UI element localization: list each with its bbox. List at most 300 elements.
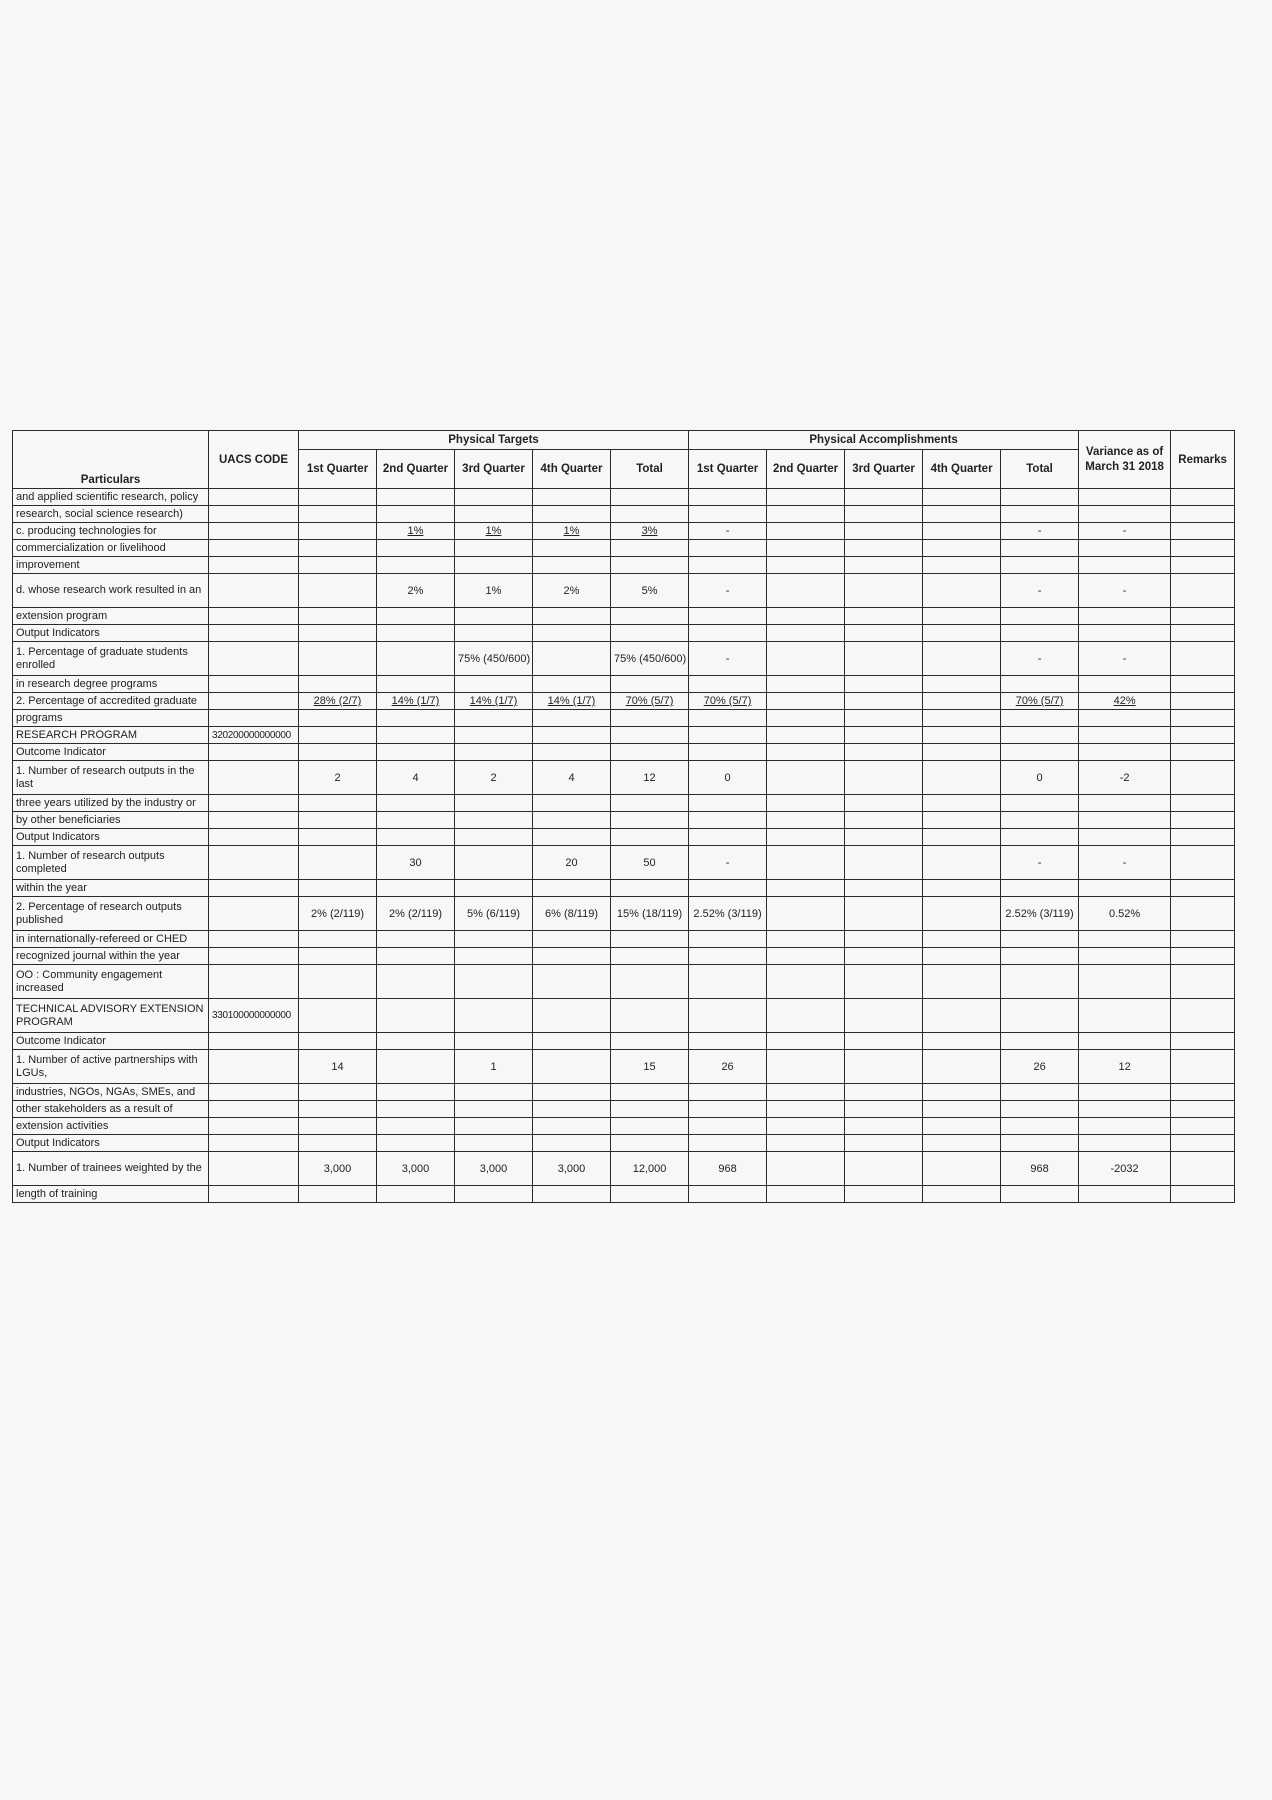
target-q3-cell [455,540,533,557]
accomp-q1-cell [689,948,767,965]
target-q3-cell [455,1033,533,1050]
particulars-cell: Outcome Indicator [13,1033,209,1050]
accomp-q3-cell [845,846,923,880]
target-q2-cell [377,1135,455,1152]
accomp-q2-cell [767,574,845,608]
accomp-q1-cell [689,931,767,948]
target-q4-cell [533,1186,611,1203]
remarks-cell [1171,965,1235,999]
accomp-q3-cell [845,761,923,795]
target-q3-cell: 1% [455,523,533,540]
accomp-q2-cell [767,897,845,931]
particulars-cell: by other beneficiaries [13,812,209,829]
particulars-cell: Outcome Indicator [13,744,209,761]
uacs-code-cell [209,1101,299,1118]
target-q1-header: 1st Quarter [299,450,377,489]
accomp-total-cell: - [1001,523,1079,540]
target-total-cell [611,676,689,693]
target-total-cell [611,795,689,812]
target-total-cell: 70% (5/7) [611,693,689,710]
accomp-q4-cell [923,1050,1001,1084]
variance-cell [1079,1135,1171,1152]
target-q2-cell [377,999,455,1033]
remarks-cell [1171,727,1235,744]
remarks-cell [1171,489,1235,506]
accomp-total-cell [1001,676,1079,693]
target-q2-cell [377,1186,455,1203]
accomp-q4-cell [923,1152,1001,1186]
variance-cell: 42% [1079,693,1171,710]
remarks-cell [1171,625,1235,642]
variance-cell [1079,710,1171,727]
remarks-cell [1171,812,1235,829]
target-q1-cell [299,829,377,846]
accomp-q2-cell [767,795,845,812]
target-q3-cell: 14% (1/7) [455,693,533,710]
physical-accomplishments-header: Physical Accomplishments [689,431,1079,450]
target-q1-cell [299,642,377,676]
accomp-q2-cell [767,710,845,727]
accomp-q1-cell [689,625,767,642]
accomp-q2-header: 2nd Quarter [767,450,845,489]
target-q1-cell: 3,000 [299,1152,377,1186]
table-row [13,574,1235,608]
target-q1-cell [299,1101,377,1118]
accomp-q2-cell [767,931,845,948]
accomp-total-cell: - [1001,574,1079,608]
table-row [13,489,1235,506]
accomp-q1-cell: - [689,846,767,880]
target-q3-cell [455,608,533,625]
target-q3-cell [455,829,533,846]
particulars-cell: extension program [13,608,209,625]
accomp-q1-cell [689,795,767,812]
target-total-cell [611,557,689,574]
accomp-q1-cell: 968 [689,1152,767,1186]
accomp-q2-cell [767,744,845,761]
accomp-q1-cell [689,608,767,625]
accomp-total-cell: - [1001,846,1079,880]
remarks-cell [1171,931,1235,948]
target-q3-cell: 1% [455,574,533,608]
variance-cell [1079,1118,1171,1135]
table-row [13,1050,1235,1084]
accomp-q3-cell [845,1118,923,1135]
target-total-cell [611,1084,689,1101]
target-q4-cell [533,999,611,1033]
variance-cell: 12 [1079,1050,1171,1084]
remarks-cell [1171,710,1235,727]
target-q4-cell [533,795,611,812]
target-q1-cell [299,625,377,642]
table-row [13,523,1235,540]
variance-cell: -2 [1079,761,1171,795]
target-total-cell: 15 [611,1050,689,1084]
target-q4-cell: 20 [533,846,611,880]
target-q4-cell [533,1084,611,1101]
accomp-q3-cell [845,506,923,523]
uacs-code-cell [209,1084,299,1101]
accomp-total-cell: 968 [1001,1152,1079,1186]
accomp-q4-cell [923,965,1001,999]
target-q2-cell: 2% (2/119) [377,897,455,931]
target-total-cell: 75% (450/600) [611,642,689,676]
table-header [13,431,1235,489]
accomp-q1-cell: 70% (5/7) [689,693,767,710]
target-total-cell: 12 [611,761,689,795]
target-q2-cell [377,1101,455,1118]
accomp-q1-cell [689,710,767,727]
particulars-header: Particulars [13,431,209,489]
target-q3-cell [455,489,533,506]
report-sheet [12,430,1227,1203]
accomp-q4-cell [923,1118,1001,1135]
remarks-cell [1171,1084,1235,1101]
accomp-q2-cell [767,812,845,829]
remarks-cell [1171,1152,1235,1186]
target-total-cell [611,710,689,727]
remarks-cell [1171,744,1235,761]
target-q3-cell: 5% (6/119) [455,897,533,931]
accomp-total-cell: 26 [1001,1050,1079,1084]
accomp-total-cell [1001,744,1079,761]
target-q1-cell: 2 [299,761,377,795]
accomp-total-cell [1001,608,1079,625]
target-q3-cell [455,795,533,812]
variance-cell [1079,557,1171,574]
variance-cell [1079,1084,1171,1101]
uacs-code-cell [209,897,299,931]
uacs-code-cell [209,1152,299,1186]
uacs-code-cell [209,523,299,540]
target-q1-cell [299,999,377,1033]
accomp-q3-cell [845,1186,923,1203]
target-q4-cell [533,948,611,965]
accomp-q2-cell [767,829,845,846]
accomp-total-cell [1001,1118,1079,1135]
target-q2-cell: 3,000 [377,1152,455,1186]
uacs-code-cell [209,1033,299,1050]
accomp-q3-cell [845,710,923,727]
accomp-q3-cell [845,965,923,999]
target-q4-cell [533,880,611,897]
accomp-q4-cell [923,710,1001,727]
accomp-total-cell [1001,1101,1079,1118]
remarks-cell [1171,1118,1235,1135]
target-q3-cell [455,880,533,897]
target-q2-cell [377,642,455,676]
accomp-q4-cell [923,1033,1001,1050]
target-q2-cell: 4 [377,761,455,795]
accomp-q3-cell [845,574,923,608]
accomp-q2-cell [767,557,845,574]
accomp-q4-cell [923,948,1001,965]
accomp-q1-cell [689,812,767,829]
target-q3-header: 3rd Quarter [455,450,533,489]
accomp-q2-cell [767,999,845,1033]
target-q2-cell [377,1033,455,1050]
target-q3-cell [455,744,533,761]
accomp-total-cell [1001,880,1079,897]
variance-cell: - [1079,574,1171,608]
variance-header: Variance as of March 31 2018 [1079,431,1171,489]
accomp-q3-cell [845,744,923,761]
remarks-cell [1171,880,1235,897]
target-total-cell [611,1186,689,1203]
target-total-cell [611,1033,689,1050]
table-row [13,948,1235,965]
variance-cell: -2032 [1079,1152,1171,1186]
target-q4-cell: 6% (8/119) [533,897,611,931]
accomp-q4-cell [923,1186,1001,1203]
remarks-cell [1171,999,1235,1033]
particulars-cell: recognized journal within the year [13,948,209,965]
accomp-total-cell [1001,710,1079,727]
particulars-cell: 2. Percentage of research outputs published [13,897,209,931]
target-total-cell [611,812,689,829]
remarks-cell [1171,1101,1235,1118]
remarks-cell [1171,574,1235,608]
accomp-q2-cell [767,1118,845,1135]
accomp-total-cell [1001,1033,1079,1050]
target-total-cell [611,744,689,761]
remarks-cell [1171,557,1235,574]
particulars-cell: Output Indicators [13,829,209,846]
uacs-code-cell [209,795,299,812]
table-row [13,608,1235,625]
uacs-code-cell [209,812,299,829]
accomp-q4-cell [923,812,1001,829]
uacs-code-cell [209,1186,299,1203]
variance-cell [1079,540,1171,557]
target-q2-cell [377,676,455,693]
physical-targets-header: Physical Targets [299,431,689,450]
target-q1-cell [299,676,377,693]
target-q3-cell: 1 [455,1050,533,1084]
uacs-code-cell [209,489,299,506]
variance-cell [1079,608,1171,625]
target-total-cell [611,540,689,557]
uacs-code-cell [209,693,299,710]
target-q1-cell [299,812,377,829]
uacs-code-cell [209,1118,299,1135]
target-total-cell [611,999,689,1033]
table-row [13,1118,1235,1135]
target-q3-cell [455,1118,533,1135]
target-q4-cell [533,1050,611,1084]
variance-cell: - [1079,846,1171,880]
accomp-q2-cell [767,1033,845,1050]
particulars-cell: OO : Community engagement increased [13,965,209,999]
accomp-total-cell [1001,1135,1079,1152]
target-q3-cell [455,557,533,574]
target-total-cell: 3% [611,523,689,540]
target-q4-cell [533,829,611,846]
target-q4-cell: 1% [533,523,611,540]
accomp-q2-cell [767,642,845,676]
target-q4-cell [533,540,611,557]
accomp-q4-cell [923,625,1001,642]
uacs-code-cell [209,1050,299,1084]
target-q2-cell [377,931,455,948]
uacs-code-cell [209,676,299,693]
target-q2-cell [377,625,455,642]
accomp-q4-cell [923,693,1001,710]
target-total-cell [611,625,689,642]
target-q2-cell [377,795,455,812]
table-row [13,625,1235,642]
target-q4-cell [533,506,611,523]
variance-cell [1079,625,1171,642]
target-q3-cell: 3,000 [455,1152,533,1186]
accomp-q3-cell [845,727,923,744]
accomp-total-cell [1001,1084,1079,1101]
target-q1-cell [299,1186,377,1203]
accomp-q2-cell [767,625,845,642]
target-q2-cell [377,540,455,557]
target-q4-cell: 2% [533,574,611,608]
target-q2-header: 2nd Quarter [377,450,455,489]
accomp-q3-cell [845,1152,923,1186]
target-total-cell: 50 [611,846,689,880]
target-q3-cell [455,1101,533,1118]
accomp-total-cell [1001,948,1079,965]
target-total-cell [611,948,689,965]
particulars-cell: 2. Percentage of accredited graduate [13,693,209,710]
table-row [13,710,1235,727]
accomp-total-cell: 2.52% (3/119) [1001,897,1079,931]
accomp-q3-cell [845,795,923,812]
target-q2-cell [377,744,455,761]
target-total-cell [611,608,689,625]
table-row [13,1084,1235,1101]
variance-cell [1079,812,1171,829]
table-body [13,489,1235,1203]
particulars-cell: in research degree programs [13,676,209,693]
accomp-q2-cell [767,489,845,506]
target-q3-cell: 2 [455,761,533,795]
uacs-code-cell [209,710,299,727]
target-total-cell [611,1101,689,1118]
accomp-q4-cell [923,846,1001,880]
target-q3-cell [455,727,533,744]
variance-cell: 0.52% [1079,897,1171,931]
target-q4-cell [533,642,611,676]
target-total-header: Total [611,450,689,489]
target-q2-cell: 2% [377,574,455,608]
accomp-q3-cell [845,931,923,948]
uacs-code-cell [209,744,299,761]
particulars-cell: 1. Number of trainees weighted by the [13,1152,209,1186]
target-q4-cell [533,608,611,625]
table-row [13,1135,1235,1152]
target-total-cell [611,965,689,999]
target-q1-cell [299,948,377,965]
accomp-q4-cell [923,676,1001,693]
target-q4-cell [533,965,611,999]
target-q2-cell [377,829,455,846]
target-q3-cell [455,710,533,727]
remarks-cell [1171,761,1235,795]
table-row [13,540,1235,557]
particulars-cell: within the year [13,880,209,897]
accomp-total-cell [1001,999,1079,1033]
accomp-q2-cell [767,1152,845,1186]
variance-cell [1079,1186,1171,1203]
target-q3-cell [455,1084,533,1101]
variance-cell: - [1079,642,1171,676]
particulars-cell: commercialization or livelihood [13,540,209,557]
uacs-code-cell [209,948,299,965]
variance-cell [1079,931,1171,948]
accomp-q2-cell [767,1050,845,1084]
accomp-q3-cell [845,829,923,846]
particulars-cell: RESEARCH PROGRAM [13,727,209,744]
particulars-cell: programs [13,710,209,727]
accomp-q3-cell [845,948,923,965]
uacs-code-cell: 320200000000000 [209,727,299,744]
table-row [13,829,1235,846]
accomp-total-cell [1001,557,1079,574]
target-q2-cell [377,948,455,965]
remarks-cell [1171,676,1235,693]
accomp-q4-cell [923,931,1001,948]
accomp-q3-cell [845,812,923,829]
variance-cell [1079,999,1171,1033]
accomp-q1-cell [689,999,767,1033]
particulars-cell: Output Indicators [13,1135,209,1152]
accomp-total-cell [1001,812,1079,829]
uacs-code-cell [209,1135,299,1152]
target-q3-cell [455,625,533,642]
target-q1-cell [299,489,377,506]
variance-cell [1079,829,1171,846]
target-q2-cell [377,727,455,744]
accomp-q1-cell [689,880,767,897]
target-total-cell [611,1135,689,1152]
accomp-q4-cell [923,1084,1001,1101]
uacs-code-cell [209,574,299,608]
target-total-cell: 5% [611,574,689,608]
target-q4-cell [533,931,611,948]
accomp-q3-cell [845,608,923,625]
accomp-q3-cell [845,1033,923,1050]
target-q4-cell [533,812,611,829]
table-row [13,931,1235,948]
target-q1-cell: 14 [299,1050,377,1084]
target-q2-cell: 1% [377,523,455,540]
accomp-q1-header: 1st Quarter [689,450,767,489]
accomp-q1-cell: - [689,574,767,608]
target-q1-cell [299,880,377,897]
table-row [13,880,1235,897]
table-row [13,727,1235,744]
remarks-cell [1171,846,1235,880]
target-q1-cell [299,1118,377,1135]
particulars-cell: length of training [13,1186,209,1203]
target-q1-cell [299,710,377,727]
accomp-q2-cell [767,761,845,795]
accomp-total-cell: 0 [1001,761,1079,795]
target-total-cell [611,1118,689,1135]
accomp-q3-cell [845,999,923,1033]
particulars-cell: industries, NGOs, NGAs, SMEs, and [13,1084,209,1101]
accomp-q3-cell [845,557,923,574]
target-q4-cell [533,727,611,744]
accomp-q1-cell [689,1118,767,1135]
accomp-q4-cell [923,608,1001,625]
accomp-q4-cell [923,540,1001,557]
